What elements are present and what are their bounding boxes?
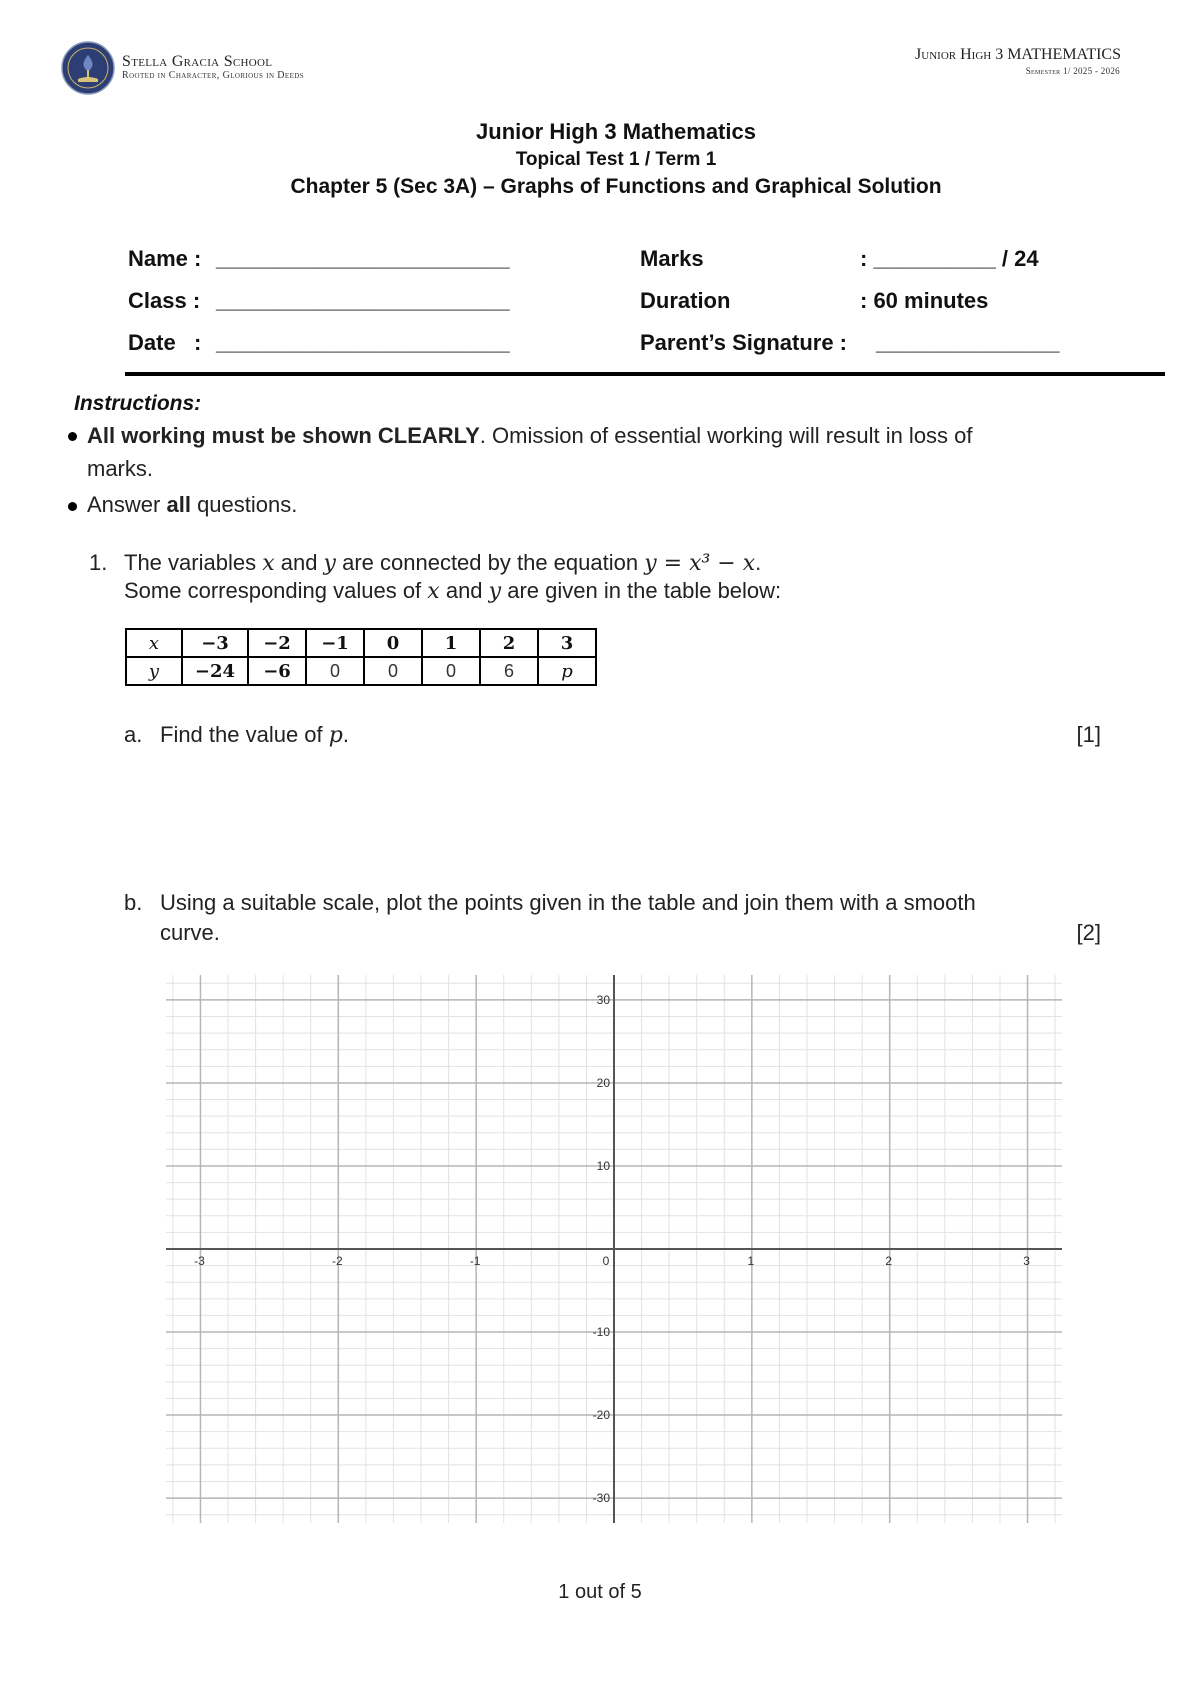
table-cell: 0 bbox=[306, 657, 364, 685]
class-label: Class : bbox=[128, 288, 201, 313]
instruction-1-continued: marks. bbox=[87, 456, 153, 481]
table-cell: −2 bbox=[248, 629, 306, 657]
name-label: Name : bbox=[128, 246, 202, 271]
semester-label: Semester 1/ 2025 - 2026 bbox=[1025, 66, 1120, 76]
y-tick-label: -30 bbox=[592, 1491, 610, 1506]
page-number: 1 out of 5 bbox=[558, 1581, 642, 1603]
y-tick-label: -20 bbox=[592, 1408, 610, 1423]
table-cell: 0 bbox=[364, 657, 422, 685]
name-field[interactable]: ________________________ bbox=[216, 246, 510, 271]
part-b-marks: [2] bbox=[1076, 920, 1101, 945]
school-name: Stella Gracia School bbox=[122, 53, 273, 70]
date-label: Date : bbox=[128, 330, 202, 355]
duration-value: : 60 minutes bbox=[860, 288, 989, 313]
part-a-text: Find the value of p. bbox=[160, 722, 349, 748]
bullet-icon bbox=[68, 502, 77, 511]
signature-field[interactable]: _______________ bbox=[876, 330, 1060, 355]
table-cell: 6 bbox=[480, 657, 538, 685]
table-cell: 3 bbox=[538, 629, 596, 657]
table-header-x: x bbox=[126, 629, 182, 657]
duration-label: Duration bbox=[640, 288, 731, 313]
instruction-1: All working must be shown CLEARLY. Omission of essential working will result in loss of bbox=[87, 423, 973, 448]
y-tick-label: 30 bbox=[596, 992, 610, 1007]
x-tick-label: -1 bbox=[469, 1254, 481, 1268]
test-title: Junior High 3 Mathematics bbox=[476, 119, 756, 144]
part-a-marks: [1] bbox=[1076, 722, 1101, 747]
table-cell: 2 bbox=[480, 629, 538, 657]
x-tick-label: 3 bbox=[1023, 1254, 1030, 1268]
graph-grid[interactable] bbox=[166, 975, 1062, 1523]
table-cell-p: p bbox=[538, 657, 596, 685]
part-a-label: a. bbox=[124, 722, 143, 747]
x-tick-label: 2 bbox=[885, 1254, 893, 1268]
school-crest-icon bbox=[61, 41, 115, 95]
table-row-x bbox=[126, 629, 596, 657]
x-tick-label: 1 bbox=[747, 1254, 755, 1268]
marks-value[interactable]: : __________ / 24 bbox=[860, 246, 1039, 271]
table-cell: 1 bbox=[422, 629, 480, 657]
table-cell: 0 bbox=[364, 629, 422, 657]
y-tick-label: 20 bbox=[596, 1075, 610, 1090]
header-divider bbox=[125, 372, 1165, 376]
question-number: 1. bbox=[89, 550, 108, 575]
table-cell: 0 bbox=[422, 657, 480, 685]
instructions-heading: Instructions: bbox=[74, 392, 202, 415]
signature-label: Parent’s Signature : bbox=[640, 330, 848, 355]
values-table bbox=[125, 628, 597, 686]
table-header-y: y bbox=[126, 657, 182, 685]
question-1-line-2: Some corresponding values of x and y are given in the table below: bbox=[124, 578, 782, 604]
class-field[interactable]: ________________________ bbox=[216, 288, 510, 313]
x-tick-label: 0 bbox=[602, 1254, 610, 1268]
table-cell: −24 bbox=[182, 657, 248, 685]
chapter-title: Chapter 5 (Sec 3A) – Graphs of Functions and Graphical Solution bbox=[290, 175, 942, 198]
school-motto: Rooted in Character, Glorious in Deeds bbox=[122, 70, 305, 81]
y-tick-label: -10 bbox=[592, 1325, 610, 1340]
table-cell: −1 bbox=[306, 629, 364, 657]
table-cell: −3 bbox=[182, 629, 248, 657]
question-1-line-1: The variables x and y are connected by the equation y = x³ − x. bbox=[124, 550, 762, 576]
test-subtitle: Topical Test 1 / Term 1 bbox=[515, 149, 717, 170]
x-tick-label: -3 bbox=[194, 1254, 205, 1268]
table-cell: −6 bbox=[248, 657, 306, 685]
date-field[interactable]: ________________________ bbox=[216, 330, 510, 355]
marks-label: Marks bbox=[640, 246, 704, 271]
course-name: Junior High 3 MATHEMATICS bbox=[915, 46, 1121, 63]
part-b-text: Using a suitable scale, plot the points given in the table and join them with a smooth bbox=[160, 890, 976, 915]
table-row-y bbox=[126, 657, 596, 685]
instruction-2: Answer all questions. bbox=[87, 492, 298, 517]
y-tick-label: 10 bbox=[596, 1158, 610, 1173]
x-tick-label: -2 bbox=[331, 1254, 343, 1268]
part-b-text-continued: curve. bbox=[160, 920, 220, 945]
part-b-label: b. bbox=[124, 890, 143, 915]
bullet-icon bbox=[68, 432, 77, 441]
